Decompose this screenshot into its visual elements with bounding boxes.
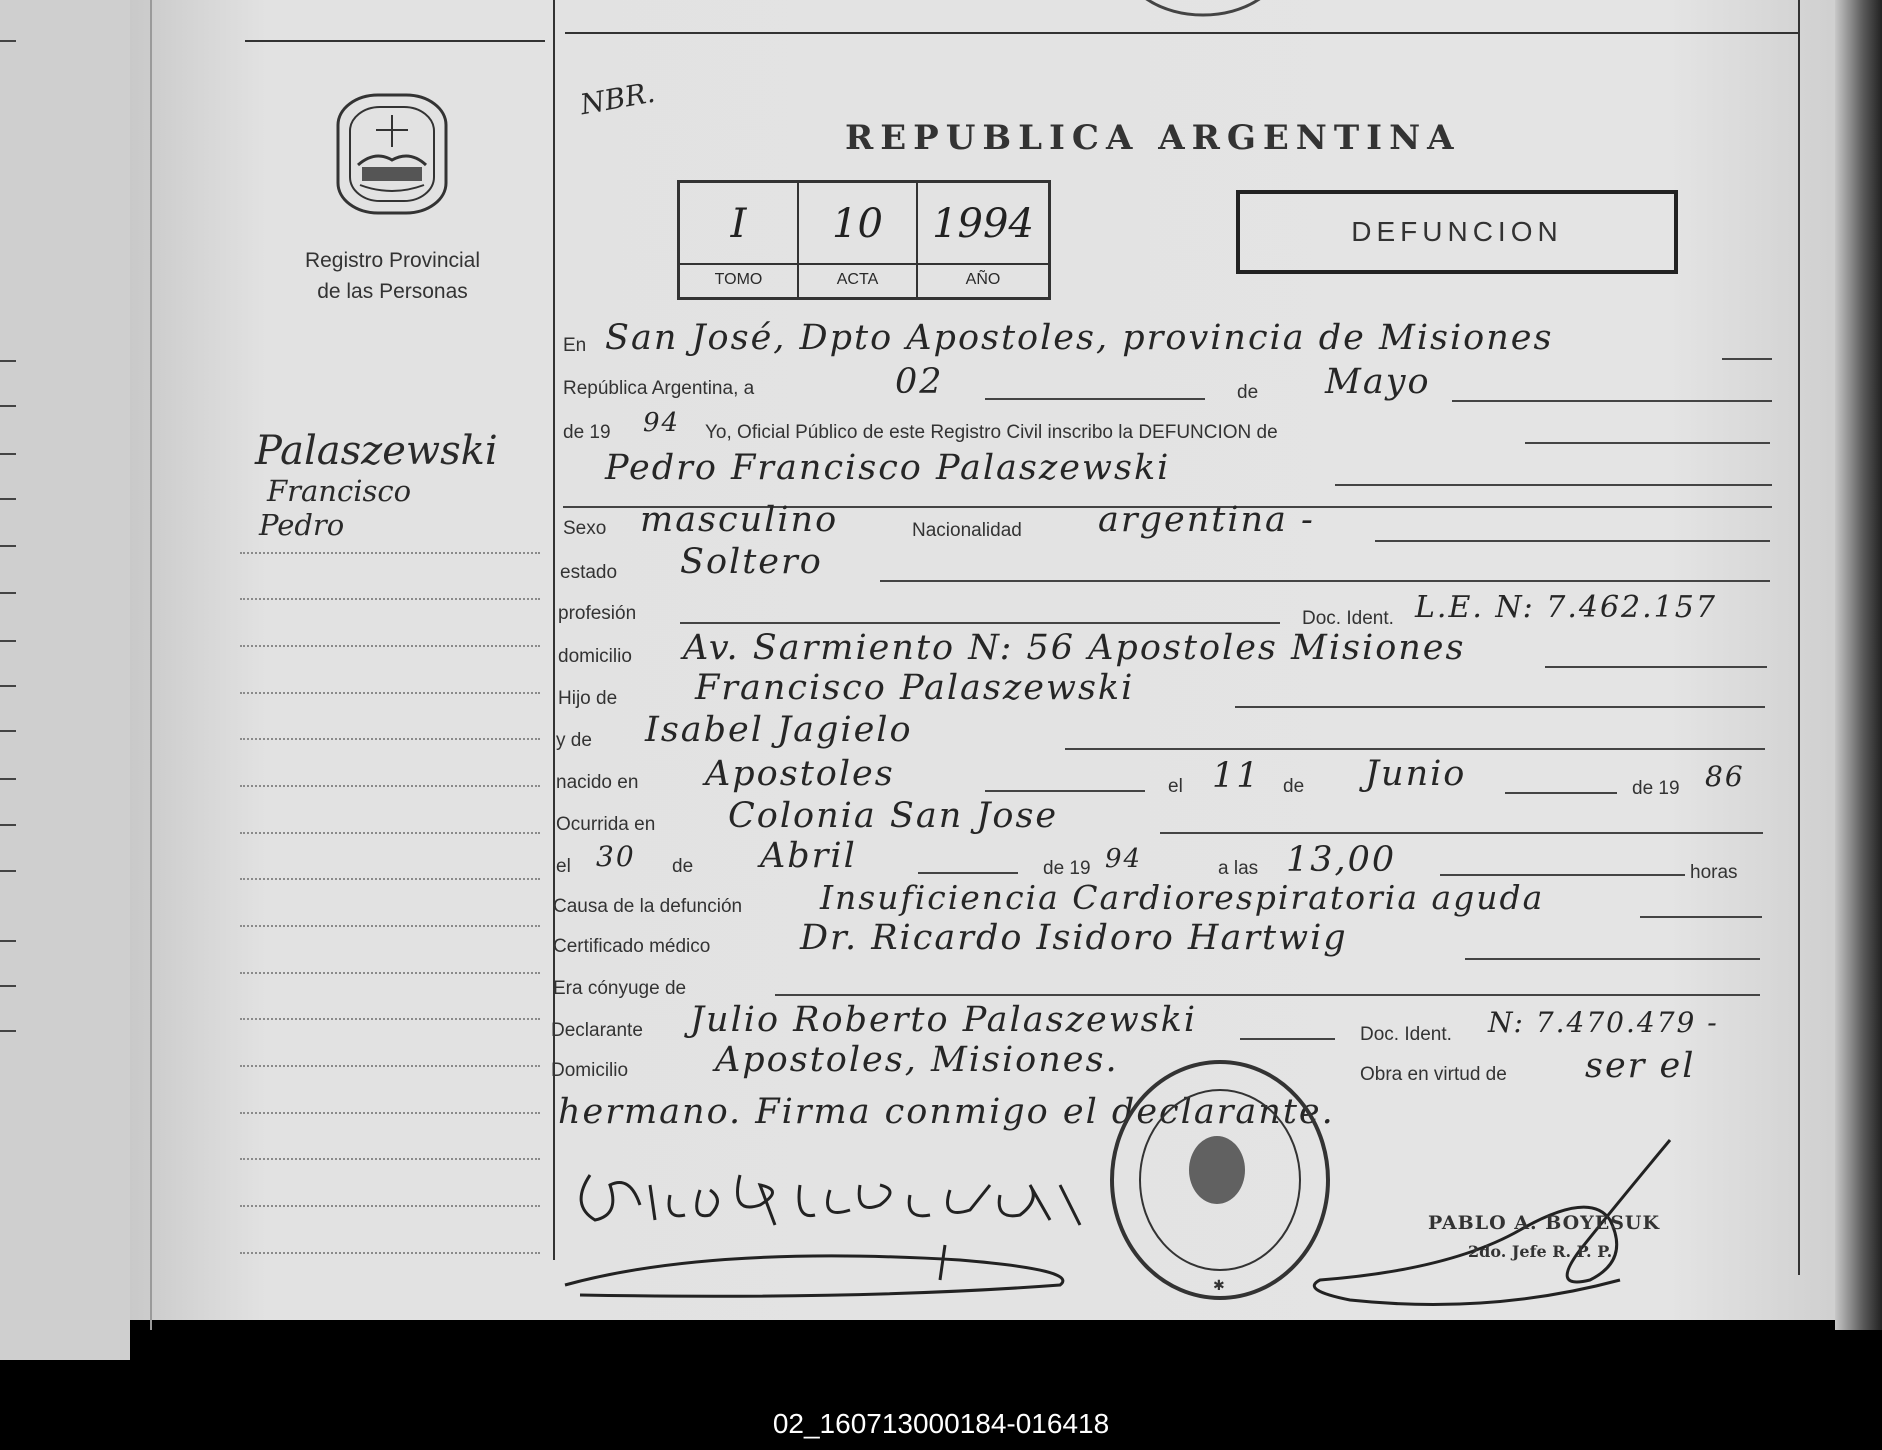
nacionalidad-value: argentina -: [1098, 500, 1315, 540]
doc-value: L.E. N: 7.462.157: [1415, 590, 1717, 625]
anio-label: AÑO: [918, 263, 1048, 289]
en-label: En: [563, 335, 587, 356]
def-anio-value: 94: [1105, 844, 1143, 874]
obra-value: ser el: [1585, 1046, 1696, 1086]
year-prefix-label: de 19: [563, 422, 611, 443]
svg-text:✱: ✱: [1213, 1278, 1225, 1294]
left-page-edge: [0, 0, 130, 1360]
profesion-label: profesión: [558, 603, 637, 624]
sexo-value: masculino: [640, 500, 839, 540]
registry-name-line2: de las Personas: [317, 280, 468, 303]
book-spine: [1835, 0, 1882, 1330]
year-suffix-value: 94: [643, 408, 681, 438]
declarante-label: Declarante: [551, 1020, 643, 1041]
deceased-name-value: Pedro Francisco Palaszewski: [605, 448, 1171, 488]
registry-name-line1: Registro Provincial: [304, 249, 481, 272]
declarante-value: Julio Roberto Palaszewski: [690, 1000, 1198, 1040]
domicilio2-label: Domicilio: [551, 1060, 629, 1081]
image-footer: [0, 1400, 1882, 1450]
ocurrida-value: Colonia San Jose: [728, 796, 1059, 836]
nacionalidad-label: Nacionalidad: [912, 520, 1022, 541]
margin-surname: Palaszewski: [255, 428, 498, 474]
causa-value: Insuficiencia Cardiorespiratoria aguda: [820, 878, 1545, 917]
hijo-label: Hijo de: [558, 688, 618, 709]
day-value: 02: [895, 362, 944, 402]
official-title: 2do. Jefe R. P. P.: [1468, 1242, 1613, 1261]
conyuge-label: Era cónyuge de: [553, 978, 687, 999]
margin-top-rule: [245, 40, 545, 42]
doc-label: Doc. Ident.: [1302, 608, 1394, 629]
alas-label: a las: [1218, 858, 1259, 879]
causa-label: Causa de la defunción: [553, 896, 743, 917]
def-hora-value: 13,00: [1286, 840, 1397, 880]
yde-label: y de: [556, 730, 592, 751]
acta-value: 10: [832, 201, 883, 247]
header-note: NBR.: [577, 75, 658, 122]
domicilio-value: Av. Sarmiento N: 56 Apostoles Misiones: [683, 628, 1466, 668]
country-title: REPUBLICA ARGENTINA: [845, 118, 1461, 158]
el2-label: el: [556, 856, 571, 877]
place-value: San José, Dpto Apostoles, provincia de Misiones: [605, 318, 1554, 358]
certificado-label: Certificado médico: [553, 936, 711, 957]
nac-dia-value: 11: [1212, 756, 1261, 796]
nac-de19-label: de 19: [1632, 778, 1680, 799]
page-gutter: [150, 0, 152, 1330]
month-value: Mayo: [1325, 362, 1431, 402]
register-box: [677, 180, 1051, 300]
estado-value: Soltero: [680, 542, 823, 582]
sexo-label: Sexo: [563, 518, 607, 539]
def-dia-value: 30: [596, 840, 636, 873]
horas-label: horas: [1690, 862, 1738, 883]
obra-label: Obra en virtud de: [1360, 1064, 1507, 1085]
declarant-signature: [560, 1145, 1120, 1305]
republica-label: República Argentina, a: [563, 378, 755, 399]
nac-anio-value: 86: [1705, 760, 1745, 793]
acta-cell: [799, 183, 918, 297]
anio-value: 1994: [932, 201, 1034, 247]
tomo-label: TOMO: [680, 263, 797, 289]
nacido-label: nacido en: [556, 772, 639, 793]
domicilio-label: domicilio: [558, 646, 632, 667]
nac-mes-value: Junio: [1365, 754, 1467, 794]
oficial-text: Yo, Oficial Público de este Registro Civil inscribo la DEFUNCION de: [705, 422, 1278, 443]
tomo-value: I: [730, 201, 747, 247]
provincial-seal-icon: [330, 85, 455, 225]
domicilio2-value: Apostoles, Misiones.: [715, 1040, 1119, 1080]
certificado-value: Dr. Ricardo Isidoro Hartwig: [800, 918, 1348, 958]
margin-second-name: Pedro: [259, 508, 345, 542]
nacido-value: Apostoles: [705, 754, 895, 794]
margin-names: [255, 428, 498, 542]
obra-continuation: hermano. Firma conmigo el declarante.: [558, 1092, 1335, 1132]
doc2-value: N: 7.470.479 -: [1488, 1006, 1719, 1039]
right-border: [1798, 0, 1800, 1275]
image-code: 02_160713000184-016418: [772, 1408, 1110, 1439]
tomo-cell: [680, 183, 799, 297]
de-label: de: [1237, 382, 1259, 403]
def-mes-value: Abril: [760, 836, 857, 876]
def-de-label: de: [672, 856, 694, 877]
estado-label: estado: [560, 562, 618, 583]
top-partial-stamp: [1115, 0, 1290, 50]
acta-label: ACTA: [799, 263, 916, 289]
padre-value: Francisco Palaszewski: [695, 668, 1135, 708]
doc2-label: Doc. Ident.: [1360, 1024, 1452, 1045]
record-type-box: DEFUNCION: [1236, 190, 1678, 274]
registry-name: [265, 245, 520, 307]
nac-de-label: de: [1283, 776, 1305, 797]
madre-value: Isabel Jagielo: [645, 710, 913, 750]
anio-cell: [918, 183, 1048, 297]
official-name: PABLO A. BOYESUK: [1428, 1212, 1661, 1234]
el-label: el: [1168, 776, 1183, 797]
ocurrida-label: Ocurrida en: [556, 814, 656, 835]
margin-first-name: Francisco: [267, 474, 412, 508]
def-de19-label: de 19: [1043, 858, 1091, 879]
